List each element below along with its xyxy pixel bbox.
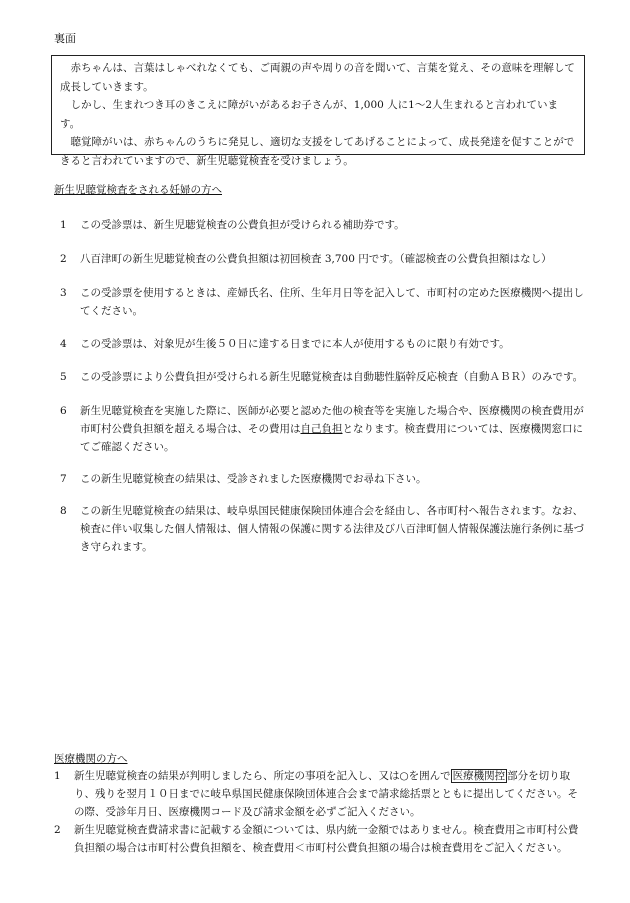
item-text-part: となります。検査費用については、医療機関窓口にてご確認ください。: [80, 423, 583, 453]
item-text: 八百津町の新生児聴覚検査の公費負担額は初回検査 3,700 円です。（確認検査の公費負担額はなし）: [80, 253, 552, 265]
item-text: この新生児聴覚検査の結果は、受診されました医療機関でお尋ね下さい。: [80, 473, 427, 485]
intro-paragraph: 聴覚障がいは、赤ちゃんのうちに発見し、適切な支援をしてあげることによって、成長発達を促すことができると言われていますので、新生児聴覚検査を受けましょう。: [60, 136, 575, 167]
item-text: この新生児聴覚検査の結果は、岐阜県国民健康保険団体連合会を経由し、各市町村へ報告されます。なお、検査に伴い収集した個人情報は、個人情報の保護に関する法律及び八百津町個人情報保護法施行条例に基づき守られます。: [80, 505, 584, 553]
item-number: 1: [60, 219, 67, 231]
item-number: 3: [60, 287, 67, 299]
item-number: 4: [60, 338, 67, 350]
list-item: [60, 402, 588, 456]
item-text-part: 部分を切り取り、残りを翌月１０日までに岐阜県国民健康保険団体連合会まで請求総括票とともに提出してください。その際、受診年月日、医療機関コード及び請求金額を必ずご記入ください。: [74, 770, 578, 818]
list-item: [60, 216, 588, 234]
item-number: 5: [60, 371, 67, 383]
intro-paragraph: しかし、生まれつき耳のきこえに障がいがあるお子さんが、1,000 人に1〜2人生まれると言われています。: [60, 99, 559, 130]
clinic-section-heading: 医療機関の方へ: [54, 753, 128, 765]
item-text: [80, 402, 588, 456]
item-number: 6: [60, 405, 67, 417]
list-item: [60, 502, 588, 556]
item-text: この受診票は、新生児聴覚検査の公費負担が受けられる補助券です。: [80, 219, 405, 231]
intro-box: [51, 55, 585, 167]
list-item: [54, 821, 588, 857]
item-text: 新生児聴覚検査費請求書に記載する金額については、県内統一金額ではありません。検査費用≧市町村公費負担額の場合は市町村公費負担額を、検査費用＜市町村公費負担額の場合は検査費用をご記入ください。: [74, 824, 579, 854]
item-text-part: 新生児聴覚検査の結果が判明しましたら、所定の事項を記入し、又は○を囲んで: [74, 770, 451, 782]
page-heading: 裏面: [54, 32, 76, 45]
list-item: [54, 767, 588, 821]
item-text: この受診票は、対象児が生後５０日に達する日までに本人が使用するものに限り有効です。: [80, 338, 510, 350]
self-pay-emphasis: 自己負担: [300, 423, 343, 435]
list-item: [60, 250, 588, 268]
pregnant-section-heading: 新生児聴覚検査をされる妊婦の方へ: [54, 184, 222, 196]
list-item: [60, 284, 588, 320]
list-item: [60, 335, 588, 353]
item-text: この受診票により公費負担が受けられる新生児聴覚検査は自動聴性脳幹反応検査（自動ＡＢＲ）のみです。: [80, 371, 584, 383]
item-text: この受診票を使用するときは、産婦氏名、住所、生年月日等を記入して、市町村の定めた医療機関へ提出してください。: [80, 287, 584, 317]
item-text-part: 新生児聴覚検査を実施した際に、医師が必要と認めた他の検査等を実施した場合や、医療機関の検査費用が市町村公費負担額を超える場合は、その費用は: [80, 405, 584, 435]
item-text: [74, 767, 588, 821]
list-item: [60, 368, 588, 386]
item-number: 8: [60, 505, 67, 517]
item-number: 2: [54, 824, 61, 836]
item-number: 1: [54, 770, 61, 782]
intro-paragraph: 赤ちゃんは、言葉はしゃべれなくても、ご両親の声や周りの音を聞いて、言葉を覚え、その意味を理解して成長していきます。: [60, 62, 575, 93]
list-item: [60, 470, 588, 488]
item-number: 2: [60, 253, 67, 265]
item-number: 7: [60, 473, 67, 485]
clinic-copy-label: 医療機関控: [452, 770, 506, 782]
